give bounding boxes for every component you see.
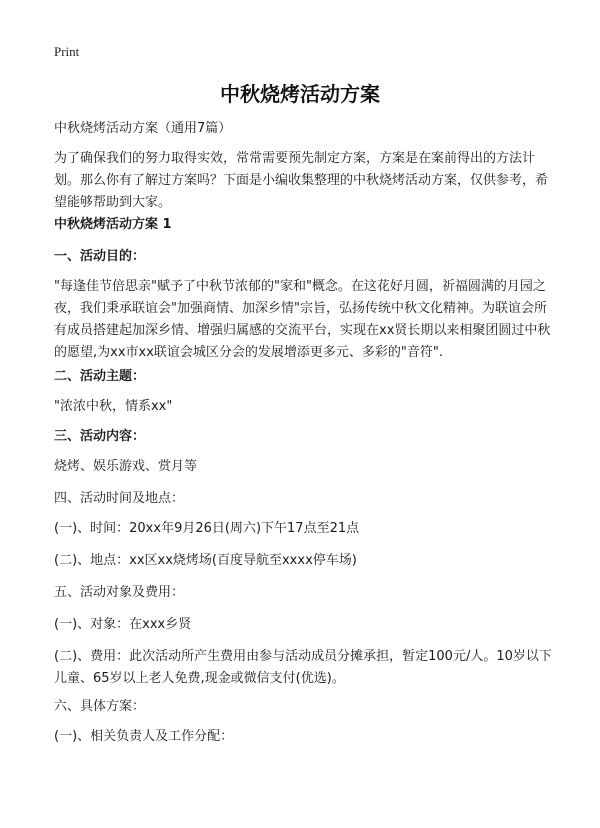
paragraph-plan: (一)、相关负责人及工作分配： (54, 729, 234, 744)
page-title: 中秋烧烤活动方案 (220, 82, 380, 106)
print-link[interactable]: Print (54, 44, 80, 59)
heading-theme: 二、活动主题： (54, 369, 146, 384)
paragraph-time: (一)、时间：20xx年9月26日(周六)下午17点至21点 (54, 521, 360, 536)
paragraph-fee: (二)、费用：此次活动所产生费用由参与活动成员分摊承担，暂定100元/人。10岁以下儿童、65岁以上老人免费,现金或微信支付(优选)。 (54, 649, 552, 686)
heading-plan: 六、具体方案： (54, 699, 146, 714)
paragraph-theme: "浓浓中秋，情系xx" (54, 399, 173, 414)
heading-time: 四、活动时间及地点： (54, 491, 185, 506)
paragraph-goal: "每逢佳节倍思亲"赋予了中秋节浓郁的"家和"概念。在这花好月圆，祈福圆满的月园之夜，我们秉承联谊会"加强商情、加深乡情"宗旨，弘扬传统中秋文化精神。为联谊会所有成员搭建起加深乡情、增强归属感的交流平台，实现在xx贤长期以来相聚团圆过中秋的愿望,为xx市xx联谊会城区分会的发展增添更多元、多彩的"音符". (54, 279, 551, 360)
heading-content: 三、活动内容： (54, 429, 146, 444)
intro-paragraph: 为了确保我们的努力取得实效，常常需要预先制定方案，方案是在案前得出的方法计划。那么你有了解过方案吗？下面是小编收集整理的中秋烧烤活动方案，仅供参考，希望能够帮助到大家。 (54, 151, 549, 210)
paragraph-target: (一)、对象：在xxx乡贤 (54, 617, 192, 632)
section-title: 中秋烧烤活动方案 1 (54, 217, 172, 232)
paragraph-place: (二)、地点：xx区xx烧烤场(百度导航至xxxx停车场) (54, 553, 357, 568)
subtitle: 中秋烧烤活动方案（通用7篇） (54, 121, 232, 136)
paragraph-content: 烧烤、娱乐游戏、赏月等 (54, 459, 198, 474)
heading-goal: 一、活动目的： (54, 249, 146, 264)
heading-target: 五、活动对象及费用： (54, 585, 185, 600)
